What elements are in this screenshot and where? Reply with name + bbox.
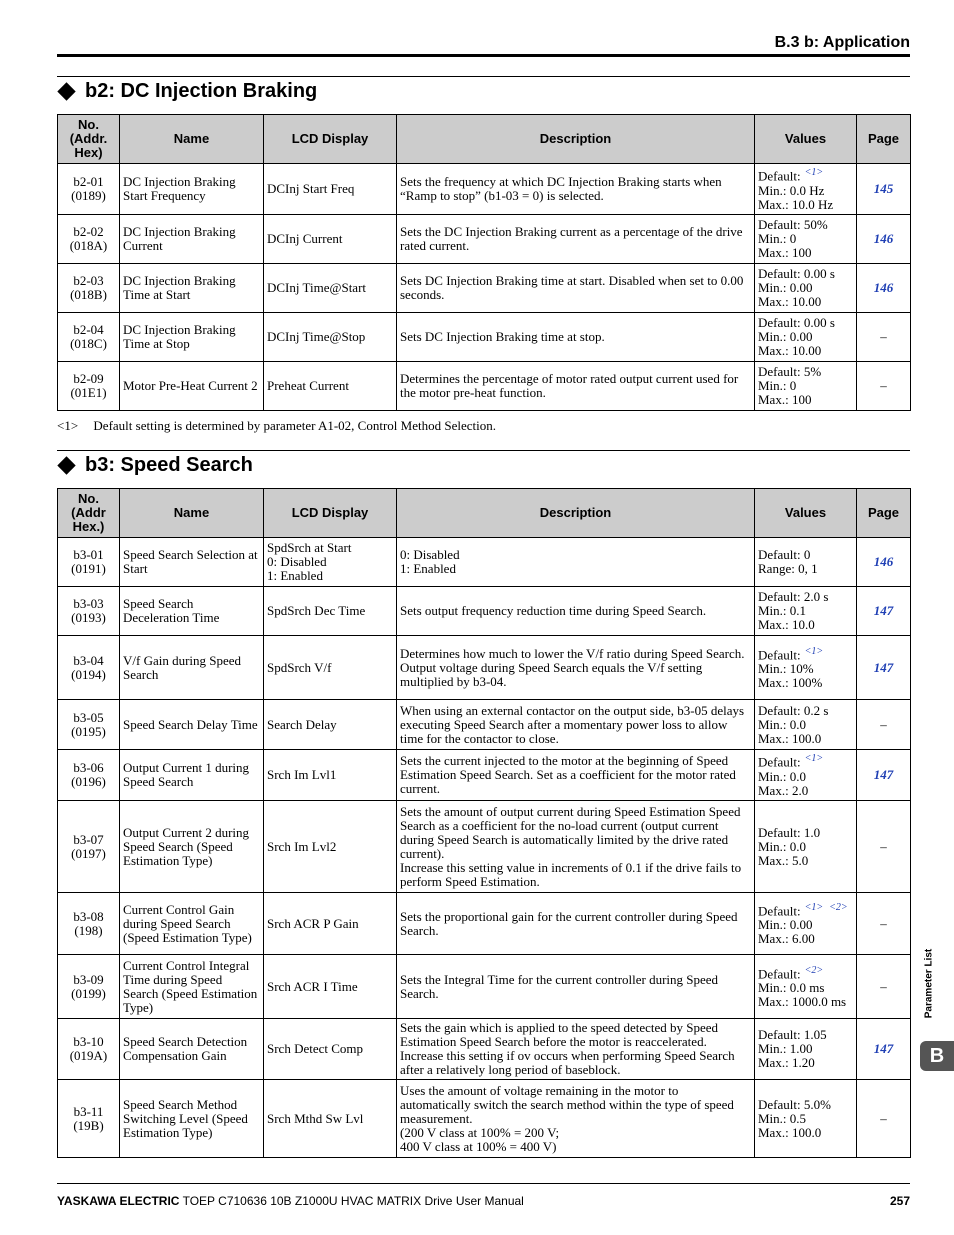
param-name-cell: DC Injection Braking Time at Stop [120,313,264,362]
param-name-cell: V/f Gain during Speed Search [120,636,264,700]
column-header-description: Description [397,115,755,164]
param-name-cell: Speed Search Detection Compensation Gain [120,1019,264,1080]
diamond-bullet-icon [57,456,75,474]
description-cell: Sets DC Injection Braking time at start. Disabled when set to 0.00 seconds. [397,264,755,313]
description-cell: Determines the percentage of motor rated output current used for the motor pre-heat function. [397,362,755,411]
section-title-b2 [57,80,317,103]
param-number-cell: b3-07 (0197) [58,801,120,893]
table-row [58,313,911,362]
page-cell: – [857,700,911,750]
column-header-values: Values [755,489,857,538]
column-header-no: No. (Addr. Hex) [58,115,120,164]
values-cell: Default: 50% Min.: 0 Max.: 100 [755,215,857,264]
side-tab-b[interactable]: B [920,1041,954,1071]
table-row [58,164,911,215]
description-cell: Sets the current injected to the motor at the beginning of Speed Estimation Speed Search. Set as a coefficient for the motor rated current. [397,750,755,801]
param-number-cell: b2-02 (018A) [58,215,120,264]
footnote-reference: <1> [804,901,824,913]
table-row [58,636,911,700]
values-cell: Default: $^{<1>}$ $^{<2>}$ Min.: 0.00 Max.: 6.00 [755,893,857,955]
param-name-cell: DC Injection Braking Current [120,215,264,264]
column-header-lcd: LCD Display [264,115,397,164]
description-cell: Determines how much to lower the V/f ratio during Speed Search. Output voltage during Speed Search equals the V/f setting multiplied by b3-04. [397,636,755,700]
description-cell: Sets the frequency at which DC Injection Braking starts when “Ramp to stop” (b1-03 = 0) is selected. [397,164,755,215]
lcd-display-cell: Srch ACR I Time [264,955,397,1019]
page-cell: – [857,362,911,411]
lcd-display-cell: SpdSrch V/f [264,636,397,700]
section-rule-b2 [57,76,910,77]
values-cell: Default: $^{<1>}$ Min.: 0.0 Max.: 2.0 [755,750,857,801]
values-cell: Default: 0.00 s Min.: 0.00 Max.: 10.00 [755,313,857,362]
description-cell: Sets output frequency reduction time during Speed Search. [397,587,755,636]
column-header-name: Name [120,489,264,538]
lcd-display-cell: DCInj Current [264,215,397,264]
lcd-display-cell: SpdSrch Dec Time [264,587,397,636]
values-cell: Default: 1.05 Min.: 1.00 Max.: 1.20 [755,1019,857,1080]
lcd-display-cell: DCInj Time@Start [264,264,397,313]
param-number-cell: b2-01 (0189) [58,164,120,215]
lcd-display-cell: Srch Mthd Sw Lvl [264,1080,397,1158]
param-name-cell: Motor Pre-Heat Current 2 [120,362,264,411]
table-row [58,538,911,587]
table-row [58,264,911,313]
footer-brand: YASKAWA ELECTRIC [57,1194,180,1208]
lcd-display-cell: Srch Detect Comp [264,1019,397,1080]
param-name-cell: DC Injection Braking Start Frequency [120,164,264,215]
param-name-cell: Output Current 1 during Speed Search [120,750,264,801]
header-rule [57,54,910,57]
column-header-description: Description [397,489,755,538]
lcd-display-cell: Srch Im Lvl2 [264,801,397,893]
b3-parameter-table [57,488,911,1158]
page-cell: – [857,955,911,1019]
param-name-cell: Speed Search Delay Time [120,700,264,750]
column-header-no: No. (Addr Hex.) [58,489,120,538]
side-label-text: Parameter List [923,948,935,1019]
table-row [58,750,911,801]
page-link[interactable]: 147 [857,1019,911,1080]
values-cell: Default: 5% Min.: 0 Max.: 100 [755,362,857,411]
param-number-cell: b2-03 (018B) [58,264,120,313]
page-link[interactable]: 147 [857,636,911,700]
param-name-cell: Current Control Integral Time during Speed Search (Speed Estimation Type) [120,955,264,1019]
footnote-reference: <1> [804,167,824,179]
description-cell: 0: Disabled 1: Enabled [397,538,755,587]
footer-doc-title: TOEP C710636 10B Z1000U HVAC MATRIX Drive User Manual [182,1194,524,1208]
footnote-reference: <2> [829,901,848,913]
description-cell: Sets the amount of output current during Speed Estimation Speed Search as a coefficient for the no-load current (output current during Speed Search is automatically limited by the drive rated current). Increase this setting value in increments of 0.1 if the drive fails to perform Speed Estimation. [397,801,755,893]
param-number-cell: b2-04 (018C) [58,313,120,362]
side-label-parameter-list [922,940,936,1030]
values-cell: Default: 1.0 Min.: 0.0 Max.: 5.0 [755,801,857,893]
diamond-bullet-icon [57,82,75,100]
param-name-cell: Speed Search Selection at Start [120,538,264,587]
param-name-cell: Current Control Gain during Speed Search (Speed Estimation Type) [120,893,264,955]
footnote-text: Default setting is determined by parameter A1-02, Control Method Selection. [93,418,496,433]
lcd-display-cell: Search Delay [264,700,397,750]
lcd-display-cell: Preheat Current [264,362,397,411]
column-header-page: Page [857,115,911,164]
footnote-reference: <2> [804,964,824,976]
page-cell: – [857,893,911,955]
page-cell: – [857,1080,911,1158]
footnote-reference: <1> [804,753,824,765]
page-link[interactable]: 147 [857,750,911,801]
description-cell: Sets the proportional gain for the current controller during Speed Search. [397,893,755,955]
footer-rule [57,1183,910,1184]
lcd-display-cell: DCInj Time@Stop [264,313,397,362]
page-link[interactable]: 146 [857,538,911,587]
footer-page-number: 257 [889,1194,910,1208]
param-number-cell: b3-10 (019A) [58,1019,120,1080]
section-title-text: b2: DC Injection Braking [85,80,318,102]
footer-doc [57,1194,524,1208]
param-number-cell: b3-05 (0195) [58,700,120,750]
description-cell: Uses the amount of voltage remaining in the motor to automatically switch the search method within the type of speed measurement. (200 V class at 100% = 200 V; 400 V class at 100% = 400 V) [397,1080,755,1158]
description-cell: Sets the DC Injection Braking current as a percentage of the drive rated current. [397,215,755,264]
lcd-display-cell: Srch Im Lvl1 [264,750,397,801]
table-header-row [58,489,911,538]
description-cell: When using an external contactor on the output side, b3-05 delays executing Speed Search after a momentary power loss to allow time for the contactor to close. [397,700,755,750]
table-row [58,801,911,893]
table-row [58,1019,911,1080]
header-section-title: B.3 b: Application [774,34,910,51]
footnote [57,418,496,434]
values-cell: Default: $^{<1>}$ Min.: 10% Max.: 100% [755,636,857,700]
param-name-cell: Speed Search Deceleration Time [120,587,264,636]
param-number-cell: b2-09 (01E1) [58,362,120,411]
footnote-marker: <1> [57,418,79,433]
table-row [58,1080,911,1158]
table-row [58,893,911,955]
section-title-b3 [57,454,253,477]
values-cell: Default: 0.00 s Min.: 0.00 Max.: 10.00 [755,264,857,313]
param-number-cell: b3-06 (0196) [58,750,120,801]
lcd-display-cell: SpdSrch at Start 0: Disabled 1: Enabled [264,538,397,587]
table-row [58,587,911,636]
values-cell: Default: $^{<1>}$ Min.: 0.0 Hz Max.: 10.0 Hz [755,164,857,215]
param-name-cell: Speed Search Method Switching Level (Speed Estimation Type) [120,1080,264,1158]
lcd-display-cell: DCInj Start Freq [264,164,397,215]
values-cell: Default: 0 Range: 0, 1 [755,538,857,587]
table-row [58,700,911,750]
page-link[interactable]: 145 [857,164,911,215]
param-number-cell: b3-08 (198) [58,893,120,955]
section-rule-b3 [57,450,910,451]
column-header-name: Name [120,115,264,164]
values-cell: Default: 0.2 s Min.: 0.0 Max.: 100.0 [755,700,857,750]
description-cell: Sets the Integral Time for the current controller during Speed Search. [397,955,755,1019]
description-cell: Sets DC Injection Braking time at stop. [397,313,755,362]
table-row [58,215,911,264]
param-number-cell: b3-11 (19B) [58,1080,120,1158]
column-header-values: Values [755,115,857,164]
param-number-cell: b3-09 (0199) [58,955,120,1019]
values-cell: Default: 5.0% Min.: 0.5 Max.: 100.0 [755,1080,857,1158]
b2-parameter-table [57,114,911,411]
page-link[interactable]: 146 [857,264,911,313]
section-title-text: b3: Speed Search [85,454,253,476]
param-name-cell: Output Current 2 during Speed Search (Speed Estimation Type) [120,801,264,893]
param-number-cell: b3-03 (0193) [58,587,120,636]
page-cell: – [857,801,911,893]
footnote-reference: <1> [804,645,824,657]
table-row [58,362,911,411]
table-row [58,955,911,1019]
param-number-cell: b3-01 (0191) [58,538,120,587]
page-link[interactable]: 146 [857,215,911,264]
param-name-cell: DC Injection Braking Time at Start [120,264,264,313]
table-header-row [58,115,911,164]
page-cell: – [857,313,911,362]
description-cell: Sets the gain which is applied to the speed detected by Speed Estimation Speed Search before the motor is reaccelerated. Increase this setting if ov occurs when performing Speed Search after a relatively long period of baseblock. [397,1019,755,1080]
column-header-page: Page [857,489,911,538]
values-cell: Default: $^{<2>}$ Min.: 0.0 ms Max.: 1000.0 ms [755,955,857,1019]
param-number-cell: b3-04 (0194) [58,636,120,700]
lcd-display-cell: Srch ACR P Gain [264,893,397,955]
page-link[interactable]: 147 [857,587,911,636]
values-cell: Default: 2.0 s Min.: 0.1 Max.: 10.0 [755,587,857,636]
column-header-lcd: LCD Display [264,489,397,538]
